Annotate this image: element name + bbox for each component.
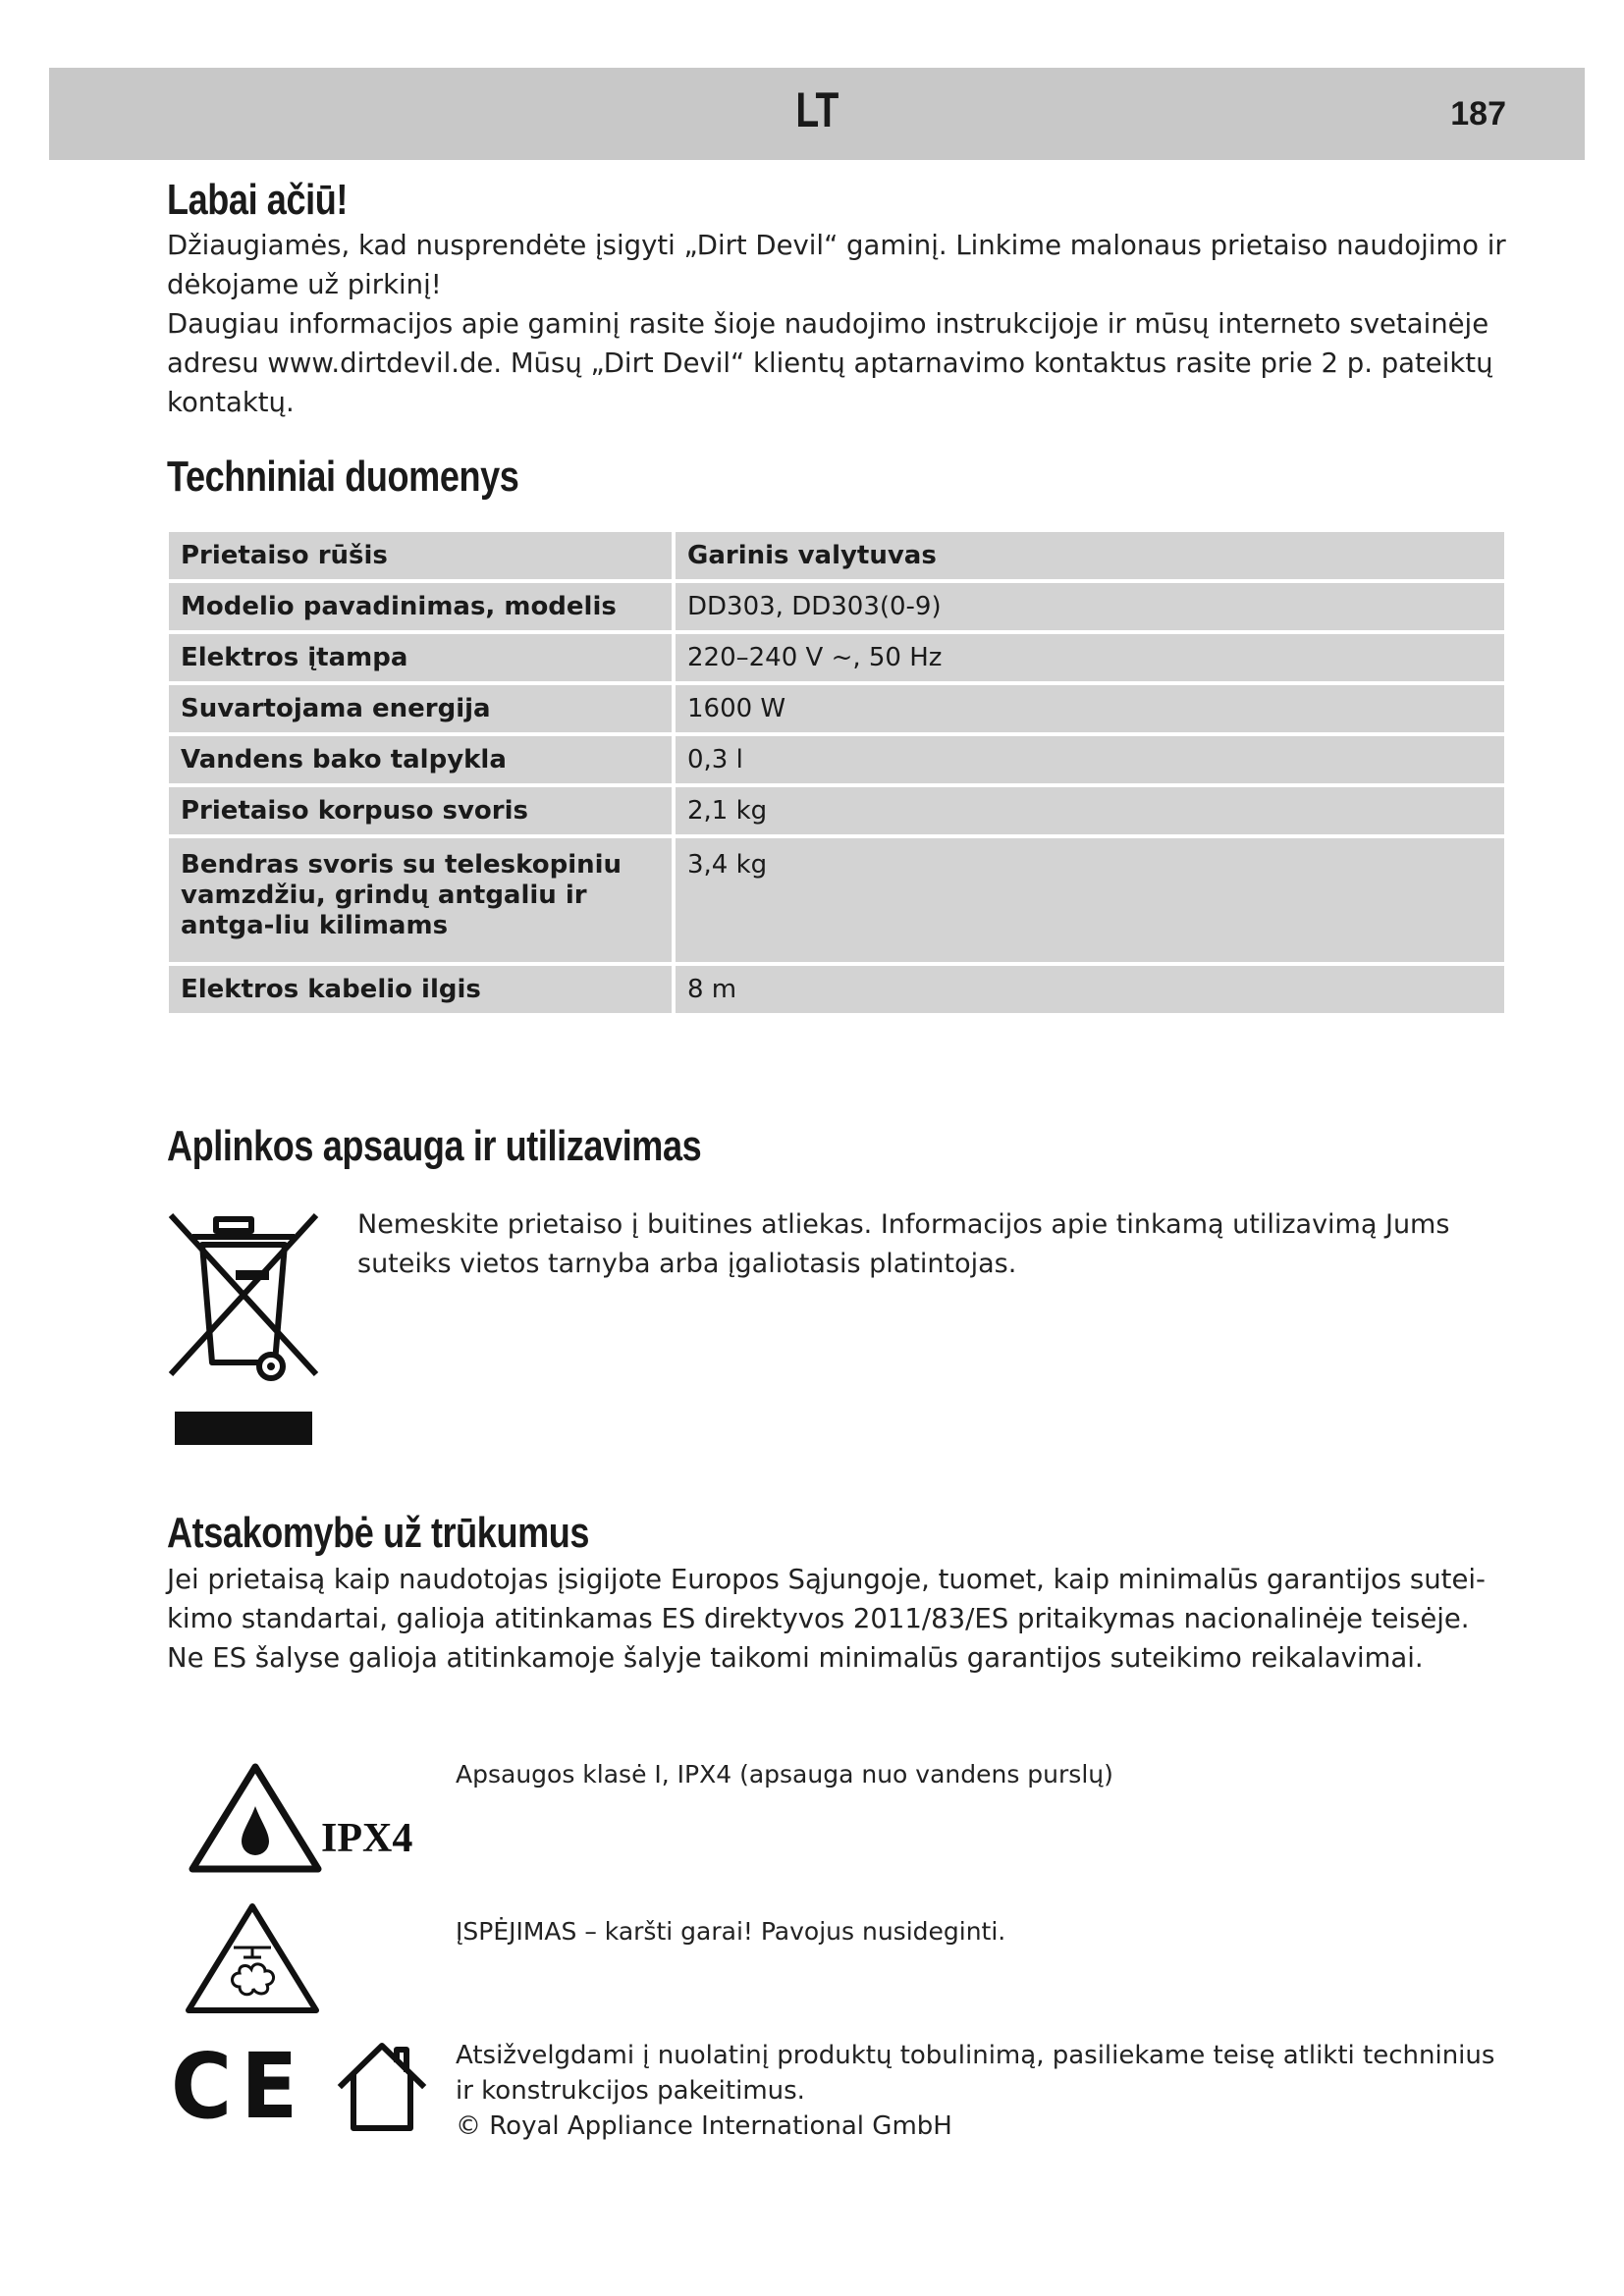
language-code: LT: [795, 82, 839, 137]
spec-table: [165, 528, 1508, 1017]
protection-class-text: Apsaugos klasė I, IPX4 (apsauga nuo vandens purslų): [456, 1760, 1113, 1789]
spec-label: Suvartojama energija: [169, 685, 672, 732]
spec-value: 3,4 kg: [676, 838, 1504, 962]
page-header-bar: [49, 68, 1585, 160]
indoor-use-house-icon: [334, 2040, 430, 2136]
hot-steam-warning-icon: [183, 1900, 322, 2016]
spec-value: 8 m: [676, 966, 1504, 1013]
table-row: [169, 532, 1504, 579]
environment-text: Nemeskite prietaiso į buitines atliekas. Informacijos apie tinkamą utilizavimą Jums suteiks vietos tarnyba arba įgaliotasis platintojas.: [357, 1209, 1450, 1279]
thanks-text: Džiaugiamės, kad nusprendėte įsigyti „Dirt Devil“ gaminį. Linkime malonaus prietaiso naudojimo ir dėkojame už pirkinį! Daugiau informacijos apie gaminį rasite šioje naudojimo instrukcijoje ir mūsų interneto svetainėje adresu www.dirtdevil.de. Mūsų „Dirt Devil“ klientų aptarnavimo kontaktus rasite prie 2 p. pateiktų kontaktų.: [167, 230, 1506, 418]
table-row: [169, 736, 1504, 783]
spec-value: DD303, DD303(0-9): [676, 583, 1504, 630]
spec-label: Vandens bako talpykla: [169, 736, 672, 783]
environment-heading: Aplinkos apsauga ir utilizavimas: [167, 1122, 702, 1170]
crossed-out-wheelie-bin-icon: [165, 1205, 322, 1453]
ce-mark-icon: CE: [171, 2034, 307, 2139]
spec-label: Elektros kabelio ilgis: [169, 966, 672, 1013]
table-row: [169, 966, 1504, 1013]
table-row: [169, 787, 1504, 834]
warning-text: ĮSPĖJIMAS – karšti garai! Pavojus nusideginti.: [456, 1917, 1006, 1946]
spec-label: Modelio pavadinimas, modelis: [169, 583, 672, 630]
spec-value: 1600 W: [676, 685, 1504, 732]
spec-label: Elektros įtampa: [169, 634, 672, 681]
warranty-text: Jei prietaisą kaip naudotojas įsigijote Europos Sąjungoje, tuomet, kaip minimalūs garantijos sutei-kimo standartai, galioja atitinkamas ES direktyvos 2011/83/ES pritaikymas nacionalinėje teisėje. Ne ES šalyse galioja atitinkamoje šalyje taikomi minimalūs garantijos suteikimo reikalavimai.: [167, 1564, 1486, 1674]
ipx4-label: IPX4: [321, 1816, 413, 1861]
warranty-heading: Atsakomybė už trūkumus: [167, 1509, 590, 1557]
tech-heading: Techniniai duomenys: [167, 453, 519, 501]
spec-label: Prietaiso korpuso svoris: [169, 787, 672, 834]
thanks-heading: Labai ačiū!: [167, 176, 348, 224]
table-row: [169, 685, 1504, 732]
spec-value: Garinis valytuvas: [676, 532, 1504, 579]
spec-value: 2,1 kg: [676, 787, 1504, 834]
page-number: 187: [1450, 95, 1506, 133]
table-row: [169, 583, 1504, 630]
spec-value: 220–240 V ~, 50 Hz: [676, 634, 1504, 681]
spec-label: Prietaiso rūšis: [169, 532, 672, 579]
table-row: [169, 634, 1504, 681]
rights-text: Atsižvelgdami į nuolatinį produktų tobulinimą, pasiliekame teisę atlikti techninius ir konstrukcijos pakeitimus. © Royal Appliance International GmbH: [456, 2041, 1495, 2141]
water-drop-warning-icon: [187, 1761, 324, 1875]
spec-value: 0,3 l: [676, 736, 1504, 783]
spec-label: Bendras svoris su teleskopiniu vamzdžiu, grindų antgaliu ir antga-liu kilimams: [169, 838, 672, 962]
table-row: [169, 838, 1504, 962]
